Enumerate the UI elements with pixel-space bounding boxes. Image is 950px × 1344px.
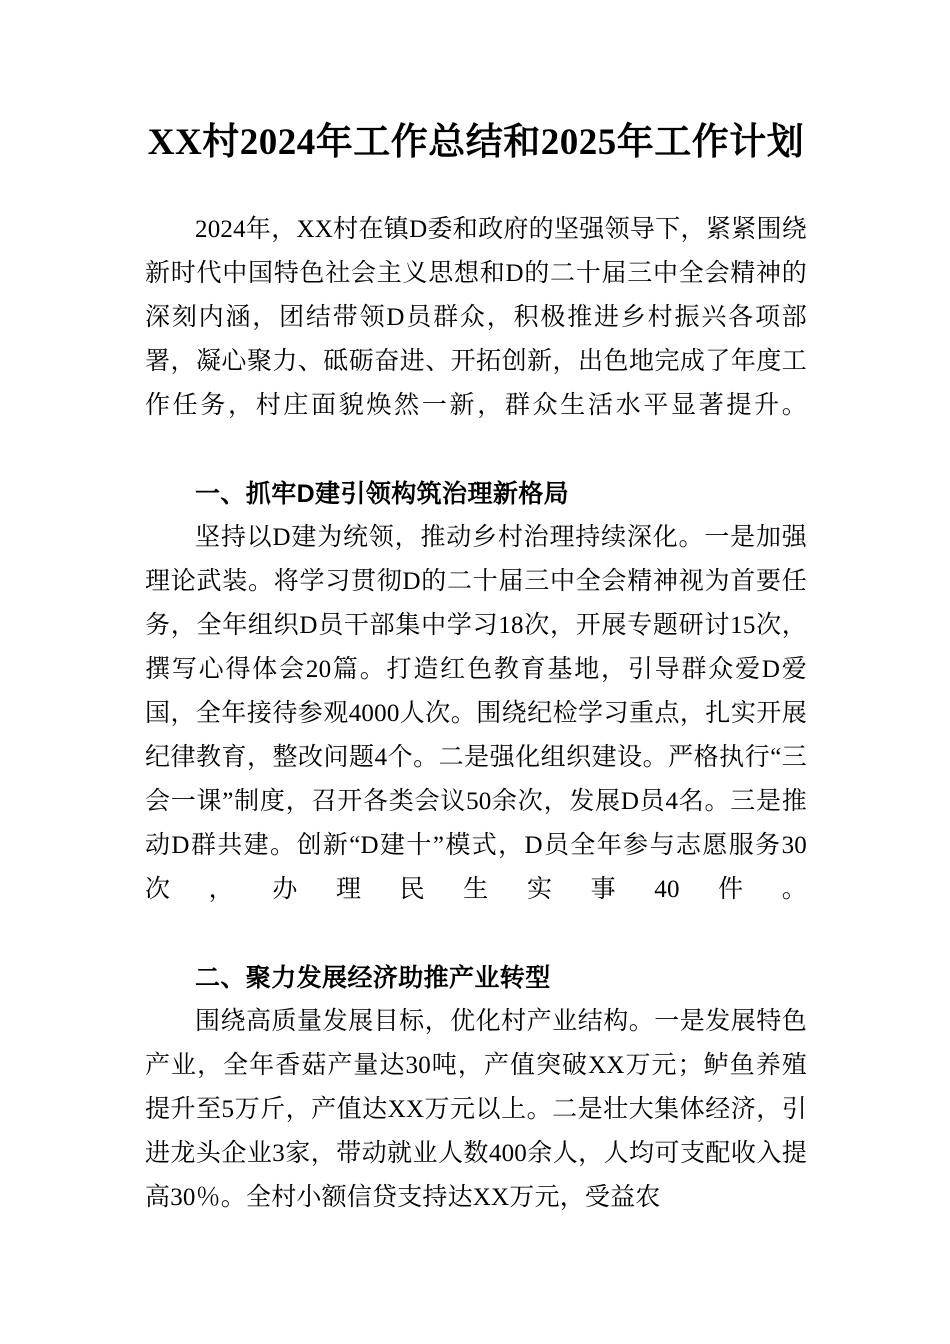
section-heading-1: 一、抓牢D建引领构筑治理新格局 (195, 480, 570, 508)
section-1-body: 坚持以D建为统领，推动乡村治理持续深化。一是加强理论武装。将学习贯彻D的二十届三中全会精神视为首要任务，全年组织D员干部集中学习18次，开展专题研讨15次，撰写心得体会20篇。打造红色教育基地，引导群众爱D爱国，全年接待参观4000人次。围绕纪检学习重点，扎实开展纪律教育，整改问题4个。二是强化组织建设。严格执行“三会一课”制度，召开各类会议50余次，发展D员4名。三是推动D群共建。创新“D建十”模式，D员全年参与志愿服务30次，办理民生实事40件。 (145, 524, 807, 903)
page-title: XX村2024年工作总结和2025年工作计划 (147, 122, 805, 163)
section-2-body: 围绕高质量发展目标，优化村产业结构。一是发展特色产业，全年香菇产量达30吨，产值突破XX万元；鲈鱼养殖提升至5万斤，产值达XX万元以上。二是壮大集体经济，引进龙头企业3家，带动就业人数400余人，人均可支配收入提高30％。全村小额信贷支持达XX万元，受益农 (145, 1008, 807, 1211)
intro-paragraph: 2024年，XX村在镇D委和政府的坚强领导下，紧紧围绕新时代中国特色社会主义思想和D的二十届三中全会精神的深刻内涵，团结带领D员群众，积极推进乡村振兴各项部署，凝心聚力、砥砺奋进、开拓创新，出色地完成了年度工作任务，村庄面貌焕然一新，群众生活水平显著提升。 (145, 216, 807, 419)
title-spacer (145, 169, 807, 208)
document-content (145, 0, 807, 1220)
section-heading-2: 二、聚力发展经济助推产业转型 (195, 964, 551, 992)
